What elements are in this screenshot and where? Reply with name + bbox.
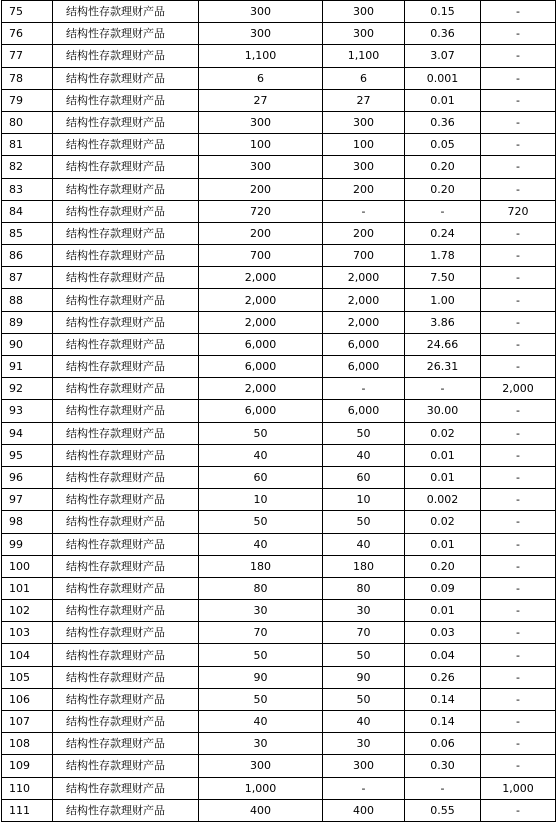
return-amount-cell: 0.02 — [405, 511, 481, 533]
product-name-cell: 结构性存款理财产品 — [53, 89, 199, 111]
row-number-cell: 88 — [2, 289, 53, 311]
return-amount-cell: 0.01 — [405, 600, 481, 622]
row-number-cell: 77 — [2, 45, 53, 67]
outstanding-amount-cell: - — [481, 444, 556, 466]
outstanding-amount-cell: - — [481, 666, 556, 688]
table-row — [2, 600, 556, 622]
principal-amount-cell: 1,100 — [199, 45, 323, 67]
table-row — [2, 489, 556, 511]
row-number-cell: 78 — [2, 67, 53, 89]
principal-amount-cell: 300 — [199, 156, 323, 178]
table-row — [2, 356, 556, 378]
table-row — [2, 666, 556, 688]
outstanding-amount-cell: - — [481, 45, 556, 67]
redeemed-amount-cell: 400 — [323, 799, 405, 821]
redeemed-amount-cell: 30 — [323, 600, 405, 622]
principal-amount-cell: 70 — [199, 622, 323, 644]
product-name-cell: 结构性存款理财产品 — [53, 23, 199, 45]
row-number-cell: 80 — [2, 111, 53, 133]
product-name-cell: 结构性存款理财产品 — [53, 245, 199, 267]
row-number-cell: 90 — [2, 333, 53, 355]
return-amount-cell: 24.66 — [405, 333, 481, 355]
outstanding-amount-cell: 720 — [481, 200, 556, 222]
table-row — [2, 511, 556, 533]
table-row — [2, 622, 556, 644]
table-row — [2, 134, 556, 156]
row-number-cell: 92 — [2, 378, 53, 400]
table-row — [2, 533, 556, 555]
outstanding-amount-cell: - — [481, 600, 556, 622]
redeemed-amount-cell: 300 — [323, 156, 405, 178]
product-name-cell: 结构性存款理财产品 — [53, 1, 199, 23]
redeemed-amount-cell: 6 — [323, 67, 405, 89]
table-row — [2, 400, 556, 422]
product-name-cell: 结构性存款理财产品 — [53, 666, 199, 688]
product-name-cell: 结构性存款理财产品 — [53, 200, 199, 222]
redeemed-amount-cell: 27 — [323, 89, 405, 111]
principal-amount-cell: 50 — [199, 688, 323, 710]
row-number-cell: 106 — [2, 688, 53, 710]
table-row — [2, 688, 556, 710]
product-name-cell: 结构性存款理财产品 — [53, 577, 199, 599]
row-number-cell: 100 — [2, 555, 53, 577]
table-row — [2, 23, 556, 45]
redeemed-amount-cell: 40 — [323, 533, 405, 555]
outstanding-amount-cell: - — [481, 511, 556, 533]
outstanding-amount-cell: - — [481, 755, 556, 777]
product-name-cell: 结构性存款理财产品 — [53, 444, 199, 466]
row-number-cell: 98 — [2, 511, 53, 533]
table-row — [2, 577, 556, 599]
return-amount-cell: 0.55 — [405, 799, 481, 821]
outstanding-amount-cell: - — [481, 799, 556, 821]
product-name-cell: 结构性存款理财产品 — [53, 755, 199, 777]
return-amount-cell: - — [405, 378, 481, 400]
redeemed-amount-cell: - — [323, 378, 405, 400]
principal-amount-cell: 6,000 — [199, 356, 323, 378]
return-amount-cell: 0.24 — [405, 222, 481, 244]
return-amount-cell: 1.00 — [405, 289, 481, 311]
redeemed-amount-cell: 70 — [323, 622, 405, 644]
return-amount-cell: 0.001 — [405, 67, 481, 89]
redeemed-amount-cell: 300 — [323, 755, 405, 777]
row-number-cell: 97 — [2, 489, 53, 511]
return-amount-cell: 0.26 — [405, 666, 481, 688]
principal-amount-cell: 6,000 — [199, 400, 323, 422]
return-amount-cell: 0.36 — [405, 111, 481, 133]
principal-amount-cell: 40 — [199, 711, 323, 733]
return-amount-cell: - — [405, 200, 481, 222]
product-name-cell: 结构性存款理财产品 — [53, 688, 199, 710]
redeemed-amount-cell: 300 — [323, 23, 405, 45]
return-amount-cell: 0.01 — [405, 533, 481, 555]
return-amount-cell: 0.30 — [405, 755, 481, 777]
outstanding-amount-cell: - — [481, 711, 556, 733]
row-number-cell: 84 — [2, 200, 53, 222]
row-number-cell: 111 — [2, 799, 53, 821]
redeemed-amount-cell: 6,000 — [323, 356, 405, 378]
return-amount-cell: 0.14 — [405, 711, 481, 733]
product-name-cell: 结构性存款理财产品 — [53, 422, 199, 444]
principal-amount-cell: 40 — [199, 533, 323, 555]
principal-amount-cell: 30 — [199, 600, 323, 622]
redeemed-amount-cell: 50 — [323, 422, 405, 444]
table-row — [2, 67, 556, 89]
row-number-cell: 102 — [2, 600, 53, 622]
principal-amount-cell: 300 — [199, 23, 323, 45]
product-name-cell: 结构性存款理财产品 — [53, 378, 199, 400]
redeemed-amount-cell: 80 — [323, 577, 405, 599]
principal-amount-cell: 50 — [199, 644, 323, 666]
product-name-cell: 结构性存款理财产品 — [53, 799, 199, 821]
return-amount-cell: 0.06 — [405, 733, 481, 755]
table-row — [2, 444, 556, 466]
return-amount-cell: 30.00 — [405, 400, 481, 422]
outstanding-amount-cell: - — [481, 267, 556, 289]
redeemed-amount-cell: 50 — [323, 511, 405, 533]
redeemed-amount-cell: 50 — [323, 688, 405, 710]
principal-amount-cell: 6,000 — [199, 333, 323, 355]
principal-amount-cell: 700 — [199, 245, 323, 267]
return-amount-cell: 0.36 — [405, 23, 481, 45]
row-number-cell: 104 — [2, 644, 53, 666]
return-amount-cell: 0.20 — [405, 178, 481, 200]
table-row — [2, 422, 556, 444]
return-amount-cell: 3.07 — [405, 45, 481, 67]
return-amount-cell: 0.01 — [405, 466, 481, 488]
outstanding-amount-cell: - — [481, 67, 556, 89]
redeemed-amount-cell: 2,000 — [323, 289, 405, 311]
redeemed-amount-cell: - — [323, 200, 405, 222]
principal-amount-cell: 90 — [199, 666, 323, 688]
return-amount-cell: 3.86 — [405, 311, 481, 333]
return-amount-cell: 0.05 — [405, 134, 481, 156]
outstanding-amount-cell: - — [481, 622, 556, 644]
outstanding-amount-cell: - — [481, 89, 556, 111]
outstanding-amount-cell: - — [481, 644, 556, 666]
outstanding-amount-cell: - — [481, 1, 556, 23]
redeemed-amount-cell: 30 — [323, 733, 405, 755]
table-row — [2, 755, 556, 777]
product-name-cell: 结构性存款理财产品 — [53, 711, 199, 733]
product-name-cell: 结构性存款理财产品 — [53, 267, 199, 289]
product-name-cell: 结构性存款理财产品 — [53, 289, 199, 311]
product-name-cell: 结构性存款理财产品 — [53, 622, 199, 644]
product-name-cell: 结构性存款理财产品 — [53, 178, 199, 200]
table-row — [2, 644, 556, 666]
table-row — [2, 289, 556, 311]
return-amount-cell: 0.15 — [405, 1, 481, 23]
principal-amount-cell: 300 — [199, 1, 323, 23]
row-number-cell: 99 — [2, 533, 53, 555]
redeemed-amount-cell: 300 — [323, 111, 405, 133]
outstanding-amount-cell: - — [481, 333, 556, 355]
product-name-cell: 结构性存款理财产品 — [53, 134, 199, 156]
row-number-cell: 93 — [2, 400, 53, 422]
outstanding-amount-cell: - — [481, 289, 556, 311]
principal-amount-cell: 2,000 — [199, 267, 323, 289]
table-row — [2, 333, 556, 355]
outstanding-amount-cell: - — [481, 178, 556, 200]
principal-amount-cell: 300 — [199, 755, 323, 777]
table-row — [2, 466, 556, 488]
table-row — [2, 200, 556, 222]
outstanding-amount-cell: - — [481, 577, 556, 599]
principal-amount-cell: 60 — [199, 466, 323, 488]
redeemed-amount-cell: 40 — [323, 711, 405, 733]
outstanding-amount-cell: - — [481, 311, 556, 333]
product-name-cell: 结构性存款理财产品 — [53, 45, 199, 67]
product-name-cell: 结构性存款理财产品 — [53, 555, 199, 577]
product-name-cell: 结构性存款理财产品 — [53, 533, 199, 555]
principal-amount-cell: 30 — [199, 733, 323, 755]
product-name-cell: 结构性存款理财产品 — [53, 222, 199, 244]
row-number-cell: 83 — [2, 178, 53, 200]
row-number-cell: 101 — [2, 577, 53, 599]
outstanding-amount-cell: - — [481, 400, 556, 422]
table-row — [2, 311, 556, 333]
product-name-cell: 结构性存款理财产品 — [53, 644, 199, 666]
row-number-cell: 86 — [2, 245, 53, 267]
redeemed-amount-cell: 6,000 — [323, 400, 405, 422]
product-name-cell: 结构性存款理财产品 — [53, 356, 199, 378]
principal-amount-cell: 80 — [199, 577, 323, 599]
principal-amount-cell: 300 — [199, 111, 323, 133]
principal-amount-cell: 200 — [199, 178, 323, 200]
redeemed-amount-cell: 2,000 — [323, 267, 405, 289]
outstanding-amount-cell: - — [481, 356, 556, 378]
row-number-cell: 87 — [2, 267, 53, 289]
return-amount-cell: 0.03 — [405, 622, 481, 644]
row-number-cell: 76 — [2, 23, 53, 45]
redeemed-amount-cell: 200 — [323, 222, 405, 244]
row-number-cell: 85 — [2, 222, 53, 244]
table-row — [2, 267, 556, 289]
table-row — [2, 378, 556, 400]
return-amount-cell: 0.002 — [405, 489, 481, 511]
redeemed-amount-cell: 100 — [323, 134, 405, 156]
table-row — [2, 89, 556, 111]
table-row — [2, 111, 556, 133]
product-name-cell: 结构性存款理财产品 — [53, 67, 199, 89]
row-number-cell: 103 — [2, 622, 53, 644]
return-amount-cell: - — [405, 777, 481, 799]
outstanding-amount-cell: - — [481, 134, 556, 156]
product-name-cell: 结构性存款理财产品 — [53, 311, 199, 333]
row-number-cell: 75 — [2, 1, 53, 23]
principal-amount-cell: 6 — [199, 67, 323, 89]
return-amount-cell: 0.20 — [405, 555, 481, 577]
redeemed-amount-cell: - — [323, 777, 405, 799]
redeemed-amount-cell: 40 — [323, 444, 405, 466]
row-number-cell: 110 — [2, 777, 53, 799]
redeemed-amount-cell: 60 — [323, 466, 405, 488]
return-amount-cell: 1.78 — [405, 245, 481, 267]
row-number-cell: 107 — [2, 711, 53, 733]
principal-amount-cell: 400 — [199, 799, 323, 821]
principal-amount-cell: 200 — [199, 222, 323, 244]
redeemed-amount-cell: 2,000 — [323, 311, 405, 333]
outstanding-amount-cell: - — [481, 489, 556, 511]
principal-amount-cell: 1,000 — [199, 777, 323, 799]
row-number-cell: 108 — [2, 733, 53, 755]
outstanding-amount-cell: - — [481, 23, 556, 45]
row-number-cell: 89 — [2, 311, 53, 333]
table-row — [2, 45, 556, 67]
row-number-cell: 79 — [2, 89, 53, 111]
return-amount-cell: 0.04 — [405, 644, 481, 666]
outstanding-amount-cell: - — [481, 533, 556, 555]
principal-amount-cell: 10 — [199, 489, 323, 511]
table-row — [2, 156, 556, 178]
table-row — [2, 245, 556, 267]
return-amount-cell: 26.31 — [405, 356, 481, 378]
outstanding-amount-cell: - — [481, 156, 556, 178]
redeemed-amount-cell: 50 — [323, 644, 405, 666]
table-row — [2, 555, 556, 577]
redeemed-amount-cell: 180 — [323, 555, 405, 577]
product-name-cell: 结构性存款理财产品 — [53, 511, 199, 533]
redeemed-amount-cell: 200 — [323, 178, 405, 200]
table-row — [2, 777, 556, 799]
table-row — [2, 222, 556, 244]
return-amount-cell: 0.14 — [405, 688, 481, 710]
principal-amount-cell: 50 — [199, 511, 323, 533]
outstanding-amount-cell: - — [481, 111, 556, 133]
outstanding-amount-cell: 2,000 — [481, 378, 556, 400]
principal-amount-cell: 2,000 — [199, 289, 323, 311]
outstanding-amount-cell: - — [481, 245, 556, 267]
row-number-cell: 109 — [2, 755, 53, 777]
table-row — [2, 178, 556, 200]
row-number-cell: 82 — [2, 156, 53, 178]
return-amount-cell: 0.01 — [405, 444, 481, 466]
row-number-cell: 95 — [2, 444, 53, 466]
outstanding-amount-cell: - — [481, 555, 556, 577]
outstanding-amount-cell: - — [481, 688, 556, 710]
financial-products-table — [1, 0, 556, 822]
outstanding-amount-cell: - — [481, 466, 556, 488]
row-number-cell: 96 — [2, 466, 53, 488]
return-amount-cell: 0.01 — [405, 89, 481, 111]
product-name-cell: 结构性存款理财产品 — [53, 466, 199, 488]
redeemed-amount-cell: 6,000 — [323, 333, 405, 355]
redeemed-amount-cell: 1,100 — [323, 45, 405, 67]
row-number-cell: 81 — [2, 134, 53, 156]
redeemed-amount-cell: 300 — [323, 1, 405, 23]
outstanding-amount-cell: 1,000 — [481, 777, 556, 799]
product-name-cell: 结构性存款理财产品 — [53, 489, 199, 511]
table-row — [2, 711, 556, 733]
principal-amount-cell: 2,000 — [199, 311, 323, 333]
table-row — [2, 733, 556, 755]
outstanding-amount-cell: - — [481, 422, 556, 444]
principal-amount-cell: 27 — [199, 89, 323, 111]
table-row — [2, 799, 556, 821]
product-name-cell: 结构性存款理财产品 — [53, 777, 199, 799]
principal-amount-cell: 50 — [199, 422, 323, 444]
return-amount-cell: 7.50 — [405, 267, 481, 289]
product-name-cell: 结构性存款理财产品 — [53, 400, 199, 422]
product-name-cell: 结构性存款理财产品 — [53, 111, 199, 133]
principal-amount-cell: 100 — [199, 134, 323, 156]
table-body — [2, 1, 556, 822]
outstanding-amount-cell: - — [481, 222, 556, 244]
principal-amount-cell: 720 — [199, 200, 323, 222]
product-name-cell: 结构性存款理财产品 — [53, 600, 199, 622]
principal-amount-cell: 2,000 — [199, 378, 323, 400]
table-row — [2, 1, 556, 23]
redeemed-amount-cell: 700 — [323, 245, 405, 267]
return-amount-cell: 0.09 — [405, 577, 481, 599]
row-number-cell: 105 — [2, 666, 53, 688]
product-name-cell: 结构性存款理财产品 — [53, 333, 199, 355]
row-number-cell: 94 — [2, 422, 53, 444]
redeemed-amount-cell: 10 — [323, 489, 405, 511]
row-number-cell: 91 — [2, 356, 53, 378]
outstanding-amount-cell: - — [481, 733, 556, 755]
principal-amount-cell: 40 — [199, 444, 323, 466]
product-name-cell: 结构性存款理财产品 — [53, 156, 199, 178]
return-amount-cell: 0.02 — [405, 422, 481, 444]
return-amount-cell: 0.20 — [405, 156, 481, 178]
principal-amount-cell: 180 — [199, 555, 323, 577]
product-name-cell: 结构性存款理财产品 — [53, 733, 199, 755]
redeemed-amount-cell: 90 — [323, 666, 405, 688]
